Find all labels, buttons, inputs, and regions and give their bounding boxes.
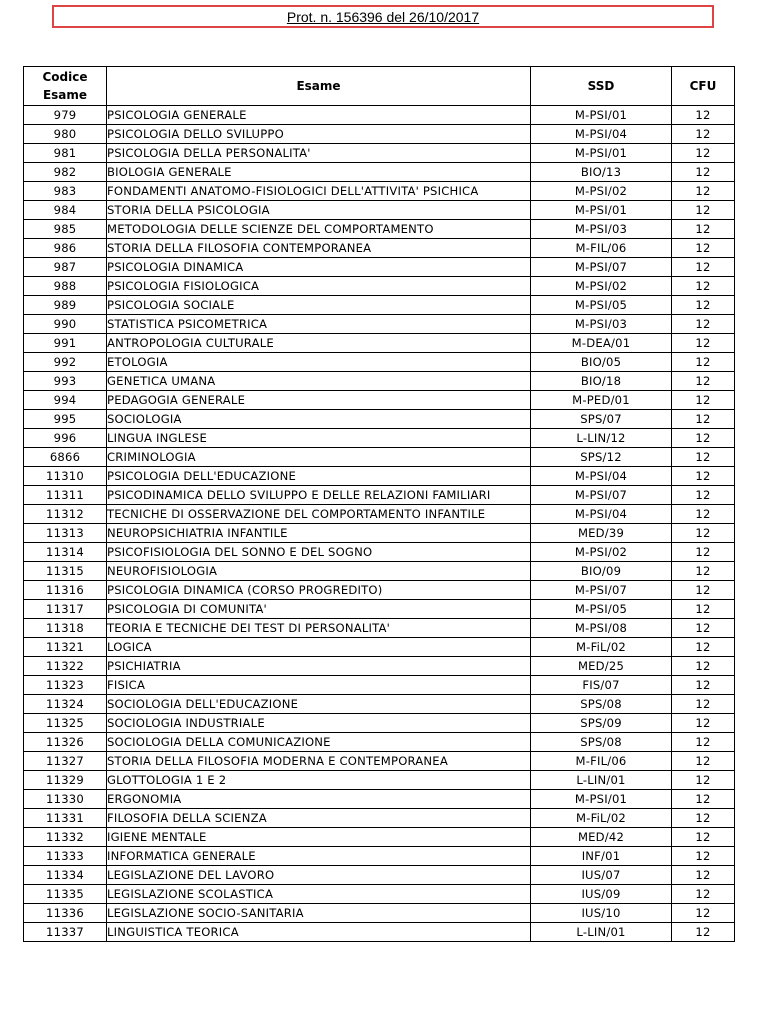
exam-ssd-cell: M-PSI/07 (531, 486, 672, 505)
exam-ssd-cell: SPS/09 (531, 714, 672, 733)
exam-code-cell: 11321 (24, 638, 107, 657)
exam-code-cell: 993 (24, 372, 107, 391)
exam-ssd-cell: M-PSI/01 (531, 144, 672, 163)
table-row (24, 125, 735, 144)
exam-name-cell: PSICOLOGIA DELLA PERSONALITA' (107, 144, 531, 163)
table-row (24, 239, 735, 258)
table-row (24, 676, 735, 695)
exam-code-cell: 11315 (24, 562, 107, 581)
exam-ssd-cell: MED/42 (531, 828, 672, 847)
exam-ssd-cell: SPS/08 (531, 695, 672, 714)
exam-ssd-cell: M-PSI/04 (531, 125, 672, 144)
table-row (24, 201, 735, 220)
exam-name-cell: FISICA (107, 676, 531, 695)
table-row (24, 429, 735, 448)
exam-cfu-cell: 12 (672, 524, 735, 543)
header-code (24, 67, 107, 106)
exam-ssd-cell: SPS/08 (531, 733, 672, 752)
exam-cfu-cell: 12 (672, 467, 735, 486)
table-row (24, 847, 735, 866)
exam-ssd-cell: M-PSI/07 (531, 258, 672, 277)
exam-ssd-cell: M-DEA/01 (531, 334, 672, 353)
exam-name-cell: PSICOLOGIA DI COMUNITA' (107, 600, 531, 619)
protocol-header (52, 5, 714, 28)
exam-cfu-cell: 12 (672, 866, 735, 885)
exam-name-cell: LOGICA (107, 638, 531, 657)
exam-ssd-cell: M-PSI/05 (531, 296, 672, 315)
table-row (24, 771, 735, 790)
exam-code-cell: 11313 (24, 524, 107, 543)
exam-ssd-cell: M-PSI/02 (531, 543, 672, 562)
exam-cfu-cell: 12 (672, 429, 735, 448)
table-row (24, 733, 735, 752)
table-row (24, 809, 735, 828)
table-row (24, 562, 735, 581)
exam-code-cell: 991 (24, 334, 107, 353)
exam-ssd-cell: M-PSI/01 (531, 201, 672, 220)
exam-cfu-cell: 12 (672, 695, 735, 714)
exam-cfu-cell: 12 (672, 277, 735, 296)
exam-cfu-cell: 12 (672, 163, 735, 182)
exam-ssd-cell: SPS/12 (531, 448, 672, 467)
table-row (24, 752, 735, 771)
exam-ssd-cell: M-PSI/08 (531, 619, 672, 638)
exam-code-cell: 984 (24, 201, 107, 220)
exam-cfu-cell: 12 (672, 638, 735, 657)
table-row (24, 334, 735, 353)
exam-name-cell: ANTROPOLOGIA CULTURALE (107, 334, 531, 353)
exam-cfu-cell: 12 (672, 657, 735, 676)
table-row (24, 391, 735, 410)
exam-cfu-cell: 12 (672, 600, 735, 619)
exam-cfu-cell: 12 (672, 752, 735, 771)
exam-name-cell: PSICOLOGIA GENERALE (107, 106, 531, 125)
exam-name-cell: STORIA DELLA PSICOLOGIA (107, 201, 531, 220)
exam-code-cell: 994 (24, 391, 107, 410)
exam-ssd-cell: SPS/07 (531, 410, 672, 429)
exam-code-cell: 987 (24, 258, 107, 277)
exam-ssd-cell: IUS/09 (531, 885, 672, 904)
exam-code-cell: 980 (24, 125, 107, 144)
table-row (24, 182, 735, 201)
exam-name-cell: PSICHIATRIA (107, 657, 531, 676)
header-code-line1: Codice (42, 70, 88, 84)
exam-ssd-cell: L-LIN/01 (531, 771, 672, 790)
exam-name-cell: IGIENE MENTALE (107, 828, 531, 847)
exam-ssd-cell: IUS/10 (531, 904, 672, 923)
table-row (24, 524, 735, 543)
exam-cfu-cell: 12 (672, 676, 735, 695)
table-row (24, 315, 735, 334)
protocol-text: Prot. n. 156396 del 26/10/2017 (286, 8, 480, 25)
exams-table (23, 66, 735, 942)
table-row (24, 163, 735, 182)
exam-cfu-cell: 12 (672, 562, 735, 581)
exam-cfu-cell: 12 (672, 315, 735, 334)
table-row (24, 885, 735, 904)
exam-code-cell: 11330 (24, 790, 107, 809)
exam-cfu-cell: 12 (672, 125, 735, 144)
exam-cfu-cell: 12 (672, 106, 735, 125)
exam-code-cell: 11326 (24, 733, 107, 752)
exam-name-cell: STATISTICA PSICOMETRICA (107, 315, 531, 334)
exam-cfu-cell: 12 (672, 448, 735, 467)
exam-ssd-cell: MED/25 (531, 657, 672, 676)
exam-cfu-cell: 12 (672, 543, 735, 562)
exam-ssd-cell: M-PSI/03 (531, 315, 672, 334)
exam-code-cell: 11334 (24, 866, 107, 885)
exam-cfu-cell: 12 (672, 353, 735, 372)
exam-code-cell: 6866 (24, 448, 107, 467)
exam-code-cell: 11317 (24, 600, 107, 619)
exam-code-cell: 979 (24, 106, 107, 125)
exam-cfu-cell: 12 (672, 847, 735, 866)
exam-code-cell: 992 (24, 353, 107, 372)
exam-name-cell: PSICOLOGIA DELL'EDUCAZIONE (107, 467, 531, 486)
exam-ssd-cell: INF/01 (531, 847, 672, 866)
exam-code-cell: 11311 (24, 486, 107, 505)
table-row (24, 790, 735, 809)
exam-cfu-cell: 12 (672, 182, 735, 201)
exam-ssd-cell: FIS/07 (531, 676, 672, 695)
exam-ssd-cell: M-FiL/02 (531, 809, 672, 828)
exam-code-cell: 988 (24, 277, 107, 296)
exam-cfu-cell: 12 (672, 619, 735, 638)
exam-cfu-cell: 12 (672, 790, 735, 809)
exam-name-cell: TECNICHE DI OSSERVAZIONE DEL COMPORTAMENTO INFANTILE (107, 505, 531, 524)
exam-name-cell: GLOTTOLOGIA 1 E 2 (107, 771, 531, 790)
exam-ssd-cell: M-FIL/06 (531, 239, 672, 258)
exam-name-cell: PSICOLOGIA FISIOLOGICA (107, 277, 531, 296)
exam-name-cell: PEDAGOGIA GENERALE (107, 391, 531, 410)
exam-cfu-cell: 12 (672, 771, 735, 790)
exam-ssd-cell: BIO/09 (531, 562, 672, 581)
exam-ssd-cell: M-PSI/02 (531, 277, 672, 296)
header-row (24, 67, 735, 106)
exam-code-cell: 11312 (24, 505, 107, 524)
exam-code-cell: 989 (24, 296, 107, 315)
exam-name-cell: STORIA DELLA FILOSOFIA MODERNA E CONTEMPORANEA (107, 752, 531, 771)
table-header (24, 67, 735, 106)
exam-ssd-cell: BIO/18 (531, 372, 672, 391)
table-row (24, 277, 735, 296)
exam-ssd-cell: M-PSI/03 (531, 220, 672, 239)
table-row (24, 410, 735, 429)
exam-cfu-cell: 12 (672, 809, 735, 828)
table-row (24, 600, 735, 619)
exam-name-cell: LINGUA INGLESE (107, 429, 531, 448)
table-row (24, 486, 735, 505)
table-row (24, 828, 735, 847)
exam-name-cell: PSICOLOGIA DINAMICA (CORSO PROGREDITO) (107, 581, 531, 600)
exam-ssd-cell: M-FiL/02 (531, 638, 672, 657)
header-ssd: SSD (531, 67, 672, 106)
table-row (24, 448, 735, 467)
table-row (24, 467, 735, 486)
exam-name-cell: PSICOFISIOLOGIA DEL SONNO E DEL SOGNO (107, 543, 531, 562)
exam-code-cell: 11337 (24, 923, 107, 942)
exam-ssd-cell: M-PSI/02 (531, 182, 672, 201)
exam-name-cell: INFORMATICA GENERALE (107, 847, 531, 866)
table-row (24, 372, 735, 391)
exam-cfu-cell: 12 (672, 258, 735, 277)
exam-code-cell: 11335 (24, 885, 107, 904)
exam-ssd-cell: M-PSI/05 (531, 600, 672, 619)
exam-cfu-cell: 12 (672, 904, 735, 923)
exam-ssd-cell: M-PED/01 (531, 391, 672, 410)
exam-code-cell: 11314 (24, 543, 107, 562)
exam-cfu-cell: 12 (672, 220, 735, 239)
exam-name-cell: PSICODINAMICA DELLO SVILUPPO E DELLE RELAZIONI FAMILIARI (107, 486, 531, 505)
exam-ssd-cell: L-LIN/12 (531, 429, 672, 448)
exam-name-cell: NEUROFISIOLOGIA (107, 562, 531, 581)
exam-ssd-cell: M-PSI/04 (531, 505, 672, 524)
table-row (24, 923, 735, 942)
exam-ssd-cell: M-PSI/04 (531, 467, 672, 486)
exam-cfu-cell: 12 (672, 410, 735, 429)
exam-name-cell: METODOLOGIA DELLE SCIENZE DEL COMPORTAMENTO (107, 220, 531, 239)
exam-code-cell: 11323 (24, 676, 107, 695)
table-row (24, 106, 735, 125)
exam-code-cell: 11316 (24, 581, 107, 600)
table-row (24, 866, 735, 885)
exam-name-cell: PSICOLOGIA DINAMICA (107, 258, 531, 277)
exam-code-cell: 11333 (24, 847, 107, 866)
exam-code-cell: 986 (24, 239, 107, 258)
exam-name-cell: LEGISLAZIONE SOCIO-SANITARIA (107, 904, 531, 923)
table-row (24, 543, 735, 562)
exam-code-cell: 11332 (24, 828, 107, 847)
exam-ssd-cell: BIO/05 (531, 353, 672, 372)
table-row (24, 505, 735, 524)
exam-name-cell: GENETICA UMANA (107, 372, 531, 391)
table-row (24, 144, 735, 163)
header-code-line2: Esame (42, 88, 88, 102)
exam-name-cell: TEORIA E TECNICHE DEI TEST DI PERSONALITA' (107, 619, 531, 638)
table-row (24, 657, 735, 676)
table-row (24, 296, 735, 315)
exam-ssd-cell: M-PSI/01 (531, 790, 672, 809)
table-row (24, 258, 735, 277)
exam-cfu-cell: 12 (672, 581, 735, 600)
exam-name-cell: ETOLOGIA (107, 353, 531, 372)
exam-code-cell: 11310 (24, 467, 107, 486)
exam-name-cell: SOCIOLOGIA INDUSTRIALE (107, 714, 531, 733)
exam-ssd-cell: BIO/13 (531, 163, 672, 182)
exam-cfu-cell: 12 (672, 714, 735, 733)
table-row (24, 581, 735, 600)
exam-name-cell: BIOLOGIA GENERALE (107, 163, 531, 182)
exam-cfu-cell: 12 (672, 239, 735, 258)
exam-cfu-cell: 12 (672, 201, 735, 220)
exam-ssd-cell: IUS/07 (531, 866, 672, 885)
exam-name-cell: SOCIOLOGIA (107, 410, 531, 429)
exam-ssd-cell: M-PSI/01 (531, 106, 672, 125)
exam-code-cell: 995 (24, 410, 107, 429)
exam-name-cell: SOCIOLOGIA DELLA COMUNICAZIONE (107, 733, 531, 752)
table-body (24, 106, 735, 942)
exam-code-cell: 11325 (24, 714, 107, 733)
exam-name-cell: ERGONOMIA (107, 790, 531, 809)
exam-name-cell: PSICOLOGIA SOCIALE (107, 296, 531, 315)
table-row (24, 353, 735, 372)
table-row (24, 695, 735, 714)
exam-name-cell: NEUROPSICHIATRIA INFANTILE (107, 524, 531, 543)
exam-ssd-cell: M-PSI/07 (531, 581, 672, 600)
exam-code-cell: 11322 (24, 657, 107, 676)
exam-cfu-cell: 12 (672, 391, 735, 410)
exam-name-cell: LINGUISTICA TEORICA (107, 923, 531, 942)
exam-code-cell: 996 (24, 429, 107, 448)
exam-code-cell: 11329 (24, 771, 107, 790)
exam-name-cell: FONDAMENTI ANATOMO-FISIOLOGICI DELL'ATTIVITA' PSICHICA (107, 182, 531, 201)
exam-cfu-cell: 12 (672, 885, 735, 904)
exam-code-cell: 981 (24, 144, 107, 163)
header-cfu: CFU (672, 67, 735, 106)
table-row (24, 904, 735, 923)
exam-code-cell: 11324 (24, 695, 107, 714)
exam-cfu-cell: 12 (672, 505, 735, 524)
exam-cfu-cell: 12 (672, 372, 735, 391)
exam-code-cell: 985 (24, 220, 107, 239)
exam-cfu-cell: 12 (672, 334, 735, 353)
exam-cfu-cell: 12 (672, 296, 735, 315)
exam-name-cell: LEGISLAZIONE DEL LAVORO (107, 866, 531, 885)
exam-name-cell: STORIA DELLA FILOSOFIA CONTEMPORANEA (107, 239, 531, 258)
exam-name-cell: SOCIOLOGIA DELL'EDUCAZIONE (107, 695, 531, 714)
table-row (24, 714, 735, 733)
exam-code-cell: 983 (24, 182, 107, 201)
exam-name-cell: PSICOLOGIA DELLO SVILUPPO (107, 125, 531, 144)
exam-name-cell: FILOSOFIA DELLA SCIENZA (107, 809, 531, 828)
exam-cfu-cell: 12 (672, 828, 735, 847)
exam-name-cell: LEGISLAZIONE SCOLASTICA (107, 885, 531, 904)
exam-cfu-cell: 12 (672, 486, 735, 505)
table-row (24, 638, 735, 657)
exam-name-cell: CRIMINOLOGIA (107, 448, 531, 467)
exam-code-cell: 990 (24, 315, 107, 334)
exam-code-cell: 11331 (24, 809, 107, 828)
exam-cfu-cell: 12 (672, 144, 735, 163)
exam-ssd-cell: L-LIN/01 (531, 923, 672, 942)
exam-code-cell: 11318 (24, 619, 107, 638)
header-name: Esame (107, 67, 531, 106)
exam-code-cell: 11336 (24, 904, 107, 923)
table-row (24, 220, 735, 239)
exam-ssd-cell: MED/39 (531, 524, 672, 543)
exam-code-cell: 982 (24, 163, 107, 182)
exam-code-cell: 11327 (24, 752, 107, 771)
exam-cfu-cell: 12 (672, 923, 735, 942)
exam-ssd-cell: M-FIL/06 (531, 752, 672, 771)
exam-cfu-cell: 12 (672, 733, 735, 752)
table-row (24, 619, 735, 638)
